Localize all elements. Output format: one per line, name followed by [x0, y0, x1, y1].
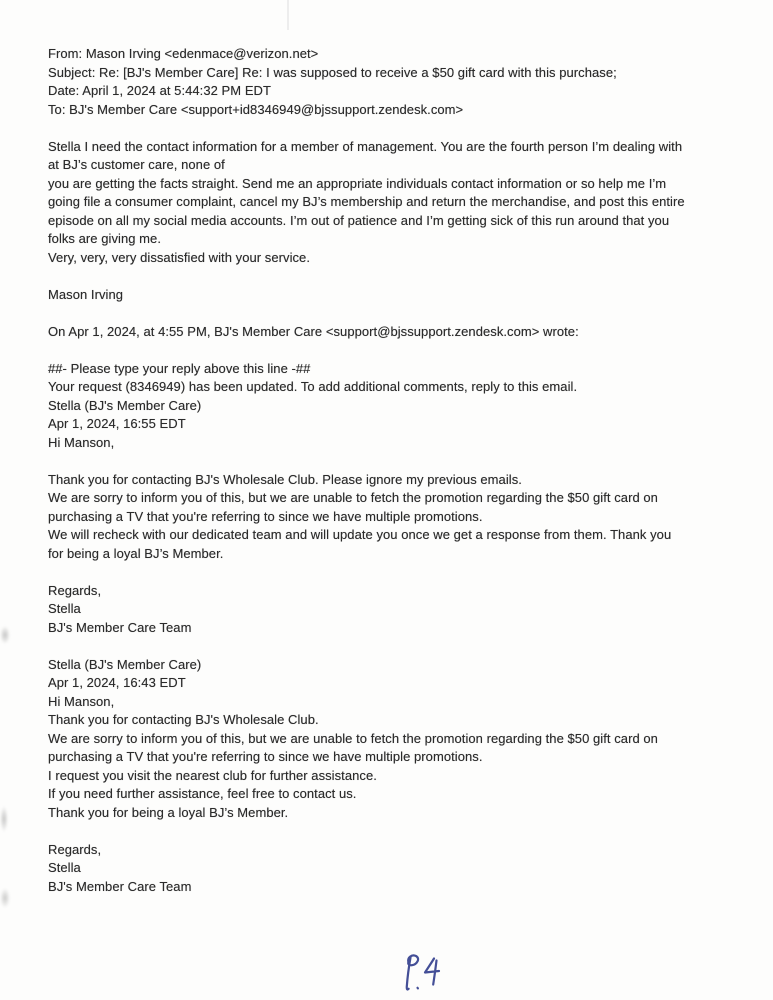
text-line: purchasing a TV that you're referring to since we have multiple promotions.: [48, 508, 483, 524]
text-line: We are sorry to inform you of this, but we are unable to fetch the promotion regarding the $50 gift card on: [48, 490, 658, 505]
text-line: If you need further assistance, feel free to contact us.: [48, 786, 357, 801]
handwritten-page-number: [394, 951, 448, 999]
reply-2-signature: [48, 841, 753, 897]
text-line: Thank you for being a loyal BJ’s Member.: [48, 804, 289, 820]
text-line: Apr 1, 2024, 16:55 EDT: [48, 416, 186, 431]
scan-artifact-line: [287, 0, 289, 30]
text-line: Thank you for contacting BJ's Wholesale Club.: [48, 712, 319, 727]
text-line: BJ's Member Care Team: [48, 619, 192, 635]
handwritten-page-number-text: [0, 0, 1, 1]
sender-signature: [48, 286, 753, 305]
text-line: you are getting the facts straight. Send me an appropriate individuals contact information or so help me I’m: [48, 175, 667, 191]
text-line: Hi Manson,: [48, 434, 115, 450]
zendesk-update-header: [48, 360, 753, 453]
text-line: Subject: Re: [BJ's Member Care] Re: I was supposed to receive a $50 gift card with this purchase;: [48, 64, 617, 80]
text-line: Stella (BJ's Member Care): [48, 397, 202, 413]
text-line: Regards,: [48, 582, 102, 598]
text-line: Stella I need the contact information for a member of management. You are the fourth person I’m dealing with: [48, 138, 683, 154]
text-line: Very, very, very dissatisfied with your service.: [48, 249, 310, 265]
text-line: Apr 1, 2024, 16:43 EDT: [48, 675, 186, 690]
pen-digit-4: [425, 959, 439, 985]
text-line: BJ's Member Care Team: [48, 878, 192, 894]
text-line: purchasing a TV that you're referring to since we have multiple promotions.: [48, 749, 483, 764]
reply-1-body: [48, 471, 753, 564]
scan-artifact-smudge: [0, 626, 10, 644]
email-header: [48, 45, 753, 119]
text-line: Stella (BJ's Member Care): [48, 656, 202, 672]
reply-1-signature: [48, 582, 753, 638]
quote-attribution: [48, 323, 753, 342]
text-line: On Apr 1, 2024, at 4:55 PM, BJ's Member Care <support@bjssupport.zendesk.com> wrote:: [48, 323, 579, 339]
text-line: Mason Irving: [48, 286, 124, 302]
text-line: Regards,: [48, 841, 102, 857]
text-line: We will recheck with our dedicated team and will update you once we get a response from them. Thank you: [48, 527, 672, 542]
text-line: We are sorry to inform you of this, but we are unable to fetch the promotion regarding the $50 gift card on: [48, 730, 658, 746]
text-line: ##- Please type your reply above this line -##: [48, 360, 311, 376]
text-line: episode on all my social media accounts. I’m out of patience and I’m getting sick of this run around that you: [48, 212, 670, 228]
text-line: Thank you for contacting BJ's Wholesale Club. Please ignore my previous emails.: [48, 471, 522, 487]
scan-artifact-smudge: [0, 888, 10, 908]
reply-2-body: [48, 656, 753, 823]
text-line: Stella: [48, 860, 81, 875]
text-line: at BJ’s customer care, none of: [48, 157, 225, 172]
email-body: [48, 138, 753, 897]
pen-letter-p: [407, 955, 418, 989]
text-line: Your request (8346949) has been updated. To add additional comments, reply to this email.: [48, 379, 578, 394]
text-line: From: Mason Irving <edenmace@verizon.net>: [48, 46, 319, 61]
text-line: I request you visit the nearest club for further assistance.: [48, 767, 377, 783]
complaint-paragraph: [48, 138, 753, 268]
text-line: folks are giving me.: [48, 231, 161, 246]
scan-artifact-smudge: [0, 806, 8, 832]
text-line: Hi Manson,: [48, 693, 115, 709]
text-line: for being a loyal BJ’s Member.: [48, 545, 224, 561]
text-line: Date: April 1, 2024 at 5:44:32 PM EDT: [48, 83, 271, 98]
text-line: Stella: [48, 601, 81, 616]
text-line: going file a consumer complaint, cancel my BJ’s membership and return the merchandise, and post this entire: [48, 194, 685, 209]
text-line: To: BJ's Member Care <support+id8346949@bjssupport.zendesk.com>: [48, 101, 464, 117]
email-document: [48, 45, 753, 915]
